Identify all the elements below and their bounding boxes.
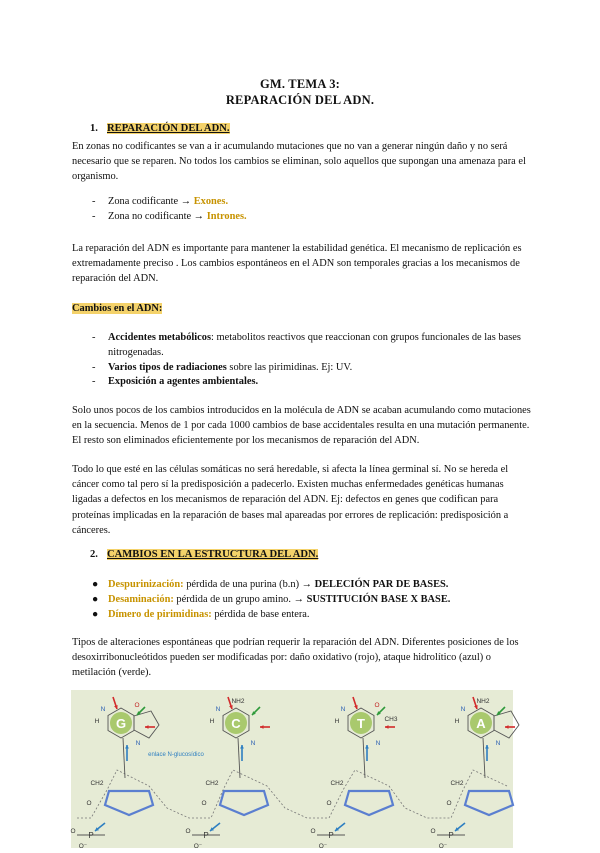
- atom-o: O: [446, 800, 452, 807]
- section1-intro: En zonas no codificantes se van a ir acumulando mutaciones que no van a generar ningún daño y no será necesario que se reparen. No todos los cambios se eliminan, solo aquellos que supongan una amenaza para el organismo.: [72, 141, 526, 183]
- zones-list: [92, 195, 532, 225]
- atom-n: N: [135, 740, 141, 747]
- list-item: - Exposición a agentes ambientales.: [92, 376, 259, 388]
- atom-n: N: [495, 740, 501, 747]
- atom-h: H: [334, 718, 340, 725]
- atom-n: N: [340, 706, 346, 713]
- section2-number: 2.: [90, 549, 98, 560]
- section1-para3: Solo unos pocos de los cambios introducidos en la molécula de ADN se acaban acumulando como mutaciones en la secuencia. Menos de 1 por cada 1000 cambios de base accidentales resulta en una mutación permanente. El resto son eliminados eficientemente por los mecanismos de reparación del ADN.: [72, 405, 531, 447]
- atom-o: O: [70, 828, 76, 835]
- changes-heading: Cambios en el ADN:: [72, 303, 163, 314]
- list-item: ● Dímero de pirimidinas: pérdida de base entera.: [92, 608, 310, 620]
- list-item: ● Desaminación: pérdida de un grupo amino. → SUSTITUCIÓN BASE X BASE.: [92, 593, 451, 605]
- atom-n: N: [250, 740, 256, 747]
- exones-highlight: Exones.: [193, 196, 229, 207]
- atom-ch2: CH2: [330, 780, 344, 787]
- atom-ch3: CH3: [384, 716, 398, 723]
- base-C-label: C: [231, 716, 241, 731]
- atom-o: O: [185, 828, 191, 835]
- atom-o-minus: O⁻: [438, 843, 448, 850]
- atom-o: O: [310, 828, 316, 835]
- doc-subtitle: REPARACIÓN DEL ADN.: [225, 93, 375, 107]
- atom-o: O: [326, 800, 332, 807]
- section1-para2: La reparación del ADN es importante para mantener la estabilidad genética. El mecanismo de replicación es extremadamente preciso . Los cambios espontáneos en el ADN son temporales gracias a los mecanismos de reparación del ADN.: [72, 243, 522, 285]
- section2-heading-text: CAMBIOS EN LA ESTRUCTURA DEL ADN.: [107, 549, 319, 560]
- atom-h: H: [94, 718, 100, 725]
- base-G-label: G: [115, 716, 127, 731]
- list-item: - Accidentes metabólicos: metabolitos reactivos que reaccionan con grupos funcionales de las bases nitrogenadas.: [92, 332, 521, 358]
- alterations-list: [92, 578, 532, 622]
- base-T-label: T: [357, 716, 365, 731]
- atom-nh2: NH2: [231, 698, 245, 705]
- atom-o: O: [86, 800, 92, 807]
- dna-damage-figure: [71, 690, 513, 848]
- section1-number: 1.: [90, 123, 98, 134]
- atom-n: N: [460, 706, 466, 713]
- atom-p: P: [203, 831, 209, 840]
- section2-heading: [90, 549, 318, 560]
- dna-damage-diagram: [71, 690, 513, 848]
- atom-ch2: CH2: [90, 780, 104, 787]
- list-item: - Zona codificante → Exones.: [92, 196, 229, 207]
- atom-o: O: [134, 702, 140, 709]
- atom-n: N: [375, 740, 381, 747]
- atom-ch2: CH2: [205, 780, 219, 787]
- atom-p: P: [448, 831, 454, 840]
- atom-o-minus: O⁻: [193, 843, 203, 850]
- section2-para: Tipos de alteraciones espontáneas que podrían requerir la reparación del ADN. Diferentes posiciones de los desoxirribonucleótidos pueden ser modificadas por: daño oxidativo (rojo), ataque hidrolítico (azul) o metilación (verde).: [72, 637, 519, 679]
- atom-ch2: CH2: [450, 780, 464, 787]
- section1-heading-text: REPARACIÓN DEL ADN.: [107, 123, 230, 134]
- atom-nh2: NH2: [476, 698, 490, 705]
- intrones-highlight: Intrones.: [206, 210, 247, 222]
- changes-list: [92, 331, 532, 390]
- section1-heading: [90, 123, 230, 134]
- glycosidic-label: enlace N-glucosídico: [148, 752, 204, 758]
- atom-o: O: [430, 828, 436, 835]
- base-A-label: A: [476, 716, 486, 731]
- doc-title: GM. TEMA 3:: [259, 77, 341, 91]
- atom-n: N: [215, 706, 221, 713]
- atom-o: O: [374, 702, 380, 709]
- atom-o: O: [201, 800, 207, 807]
- atom-o-minus: O⁻: [318, 843, 328, 850]
- list-item: - Varios tipos de radiaciones sobre las pirimidinas. Ej: UV.: [92, 361, 353, 373]
- atom-o-minus: O⁻: [78, 843, 88, 850]
- atom-h: H: [209, 718, 215, 725]
- atom-p: P: [88, 831, 94, 840]
- atom-p: P: [328, 831, 334, 840]
- atom-n: N: [100, 706, 106, 713]
- section1-para4: Todo lo que esté en las células somáticas no será heredable, si afecta la línea germinal sí. No se hereda el cáncer como tal pero sí la predisposición a padecerlo. Existen muchas enfermedades genéticas humanas ligadas a defectos en los mecanismos de reparación del ADN. Ej: defectos en genes que codifican para proteínas implicadas en la reparación de bases mal apareadas por errores de replicación: predisposición a cánceres.: [72, 464, 509, 536]
- atom-h: H: [454, 718, 460, 725]
- list-item: - Zona no codificante → Intrones.: [92, 210, 247, 222]
- changes-heading-line: [72, 301, 532, 316]
- list-item: ● Despurinización: pérdida de una purina (b.n) → DELECIÓN PAR DE BASES.: [92, 579, 449, 590]
